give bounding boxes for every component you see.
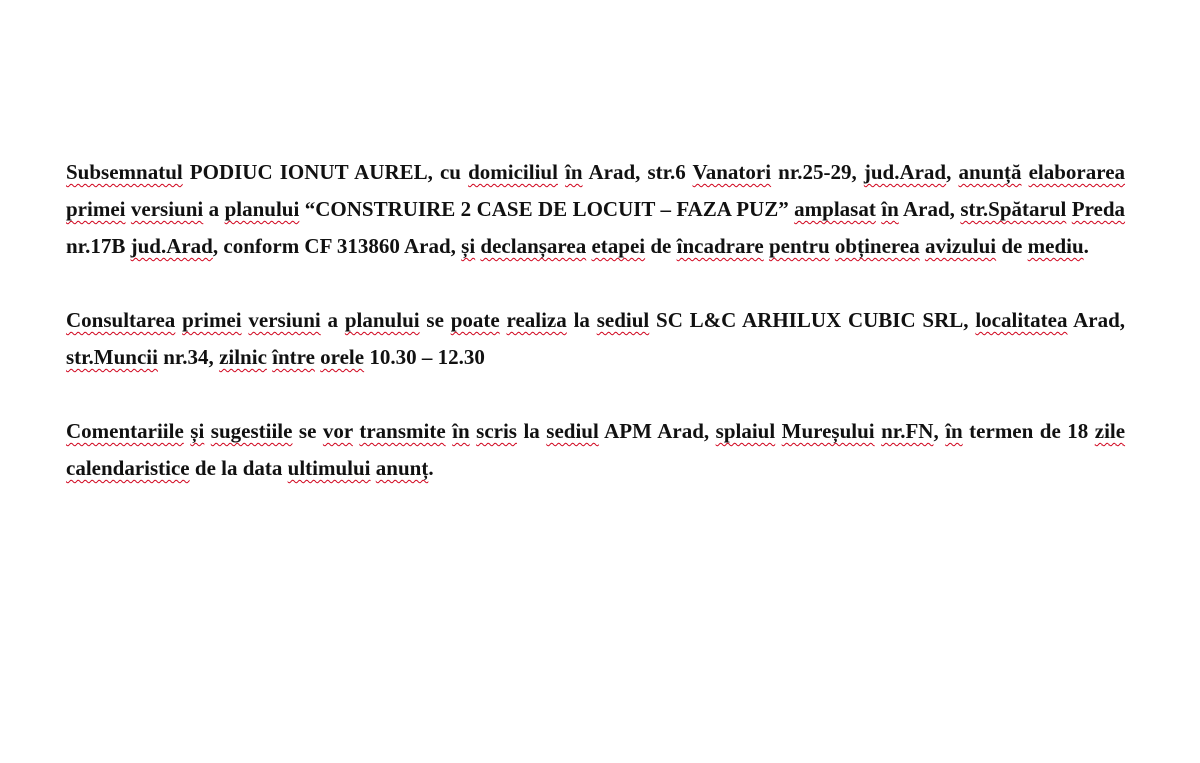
text-run: a xyxy=(320,308,345,332)
text-run: la xyxy=(566,308,597,332)
spellcheck-flagged-word: Vanatori xyxy=(692,160,772,184)
spellcheck-flagged-word: obținerea xyxy=(834,234,920,258)
spellcheck-flagged-word: anunță xyxy=(958,160,1022,184)
text-run: , xyxy=(946,160,959,184)
text-run: 10.30 – 12.30 xyxy=(364,345,485,369)
spellcheck-flagged-word: amplasat xyxy=(794,197,876,221)
spellcheck-flagged-word: domiciliul xyxy=(468,160,558,184)
paragraph-consultation xyxy=(66,302,1125,376)
spellcheck-flagged-word: str.Spătarul xyxy=(960,197,1067,221)
spellcheck-flagged-word: nr.FN xyxy=(881,419,934,443)
spellcheck-flagged-word: și xyxy=(461,234,476,258)
spellcheck-flagged-word: versiuni xyxy=(130,197,204,221)
text-run: . xyxy=(1083,234,1089,258)
text-run xyxy=(558,160,565,184)
text-run: . xyxy=(428,456,434,480)
text-run: , xyxy=(933,419,946,443)
spellcheck-flagged-word: planului xyxy=(224,197,300,221)
text-run: Arad, xyxy=(1067,308,1126,332)
text-run: PODIUC IONUT AUREL, cu xyxy=(182,160,469,184)
text-run: a xyxy=(203,197,225,221)
spellcheck-flagged-word: orele xyxy=(320,345,365,369)
spellcheck-flagged-word: declanșarea xyxy=(480,234,587,258)
text-run: de xyxy=(996,234,1028,258)
spellcheck-flagged-word: în xyxy=(881,197,899,221)
spellcheck-flagged-word: primei xyxy=(182,308,242,332)
text-run: la xyxy=(516,419,547,443)
text-run: nr.34, xyxy=(157,345,220,369)
document-body[interactable] xyxy=(66,154,1125,487)
spellcheck-flagged-word: etapei xyxy=(591,234,646,258)
spellcheck-flagged-word: localitatea xyxy=(975,308,1068,332)
spellcheck-flagged-word: mediu xyxy=(1027,234,1084,258)
text-run: Arad, str.6 xyxy=(582,160,693,184)
text-run: nr.17B xyxy=(66,234,131,258)
text-run: de la data xyxy=(189,456,288,480)
spellcheck-flagged-word: jud.Arad xyxy=(130,234,213,258)
text-run: “CONSTRUIRE 2 CASE DE LOCUIT – FAZA PUZ” xyxy=(299,197,795,221)
paragraph-announcement xyxy=(66,154,1125,265)
spellcheck-flagged-word: scris xyxy=(476,419,517,443)
text-run xyxy=(1022,160,1029,184)
spellcheck-flagged-word: sediul xyxy=(596,308,650,332)
spellcheck-flagged-word: Preda xyxy=(1071,197,1126,221)
spellcheck-flagged-word: în xyxy=(452,419,470,443)
text-run: termen de 18 xyxy=(962,419,1095,443)
paragraph-comments xyxy=(66,413,1125,487)
spellcheck-flagged-word: între xyxy=(272,345,315,369)
spellcheck-flagged-word: poate xyxy=(450,308,500,332)
spellcheck-flagged-word: versiuni xyxy=(248,308,321,332)
spellcheck-flagged-word: în xyxy=(565,160,583,184)
spellcheck-flagged-word: calendaristice xyxy=(66,456,190,480)
spellcheck-flagged-word: jud.Arad xyxy=(863,160,947,184)
spellcheck-flagged-word: zile xyxy=(1094,419,1126,443)
spellcheck-flagged-word: Consultarea xyxy=(66,308,176,332)
text-run: se xyxy=(419,308,451,332)
spellcheck-flagged-word: str.Muncii xyxy=(66,345,158,369)
text-run: se xyxy=(292,419,323,443)
spellcheck-flagged-word: Comentariile xyxy=(66,419,184,443)
spellcheck-flagged-word: splaiul xyxy=(715,419,776,443)
spellcheck-flagged-word: zilnic xyxy=(219,345,267,369)
spellcheck-flagged-word: transmite xyxy=(359,419,446,443)
spellcheck-flagged-word: planului xyxy=(344,308,420,332)
text-run xyxy=(500,308,507,332)
spellcheck-flagged-word: și xyxy=(190,419,205,443)
spellcheck-flagged-word: sugestiile xyxy=(210,419,293,443)
spellcheck-flagged-word: Subsemnatul xyxy=(66,160,183,184)
spellcheck-flagged-word: în xyxy=(945,419,963,443)
spellcheck-flagged-word: vor xyxy=(322,419,353,443)
spellcheck-flagged-word: realiza xyxy=(506,308,567,332)
spellcheck-flagged-word: Mureșului xyxy=(781,419,875,443)
spellcheck-flagged-word: pentru xyxy=(768,234,830,258)
text-run: Arad, xyxy=(898,197,961,221)
spellcheck-flagged-word: încadrare xyxy=(676,234,764,258)
spellcheck-flagged-word: elaborarea xyxy=(1028,160,1126,184)
spellcheck-flagged-word: anunț xyxy=(375,456,429,480)
text-run: SC L&C ARHILUX CUBIC SRL, xyxy=(649,308,976,332)
text-run: nr.25-29, xyxy=(771,160,864,184)
text-run: , conform CF 313860 Arad, xyxy=(212,234,462,258)
text-run: APM Arad, xyxy=(598,419,716,443)
spellcheck-flagged-word: primei xyxy=(66,197,126,221)
spellcheck-flagged-word: ultimului xyxy=(287,456,371,480)
spellcheck-flagged-word: avizului xyxy=(924,234,997,258)
spellcheck-flagged-word: sediul xyxy=(546,419,599,443)
text-run: de xyxy=(645,234,677,258)
